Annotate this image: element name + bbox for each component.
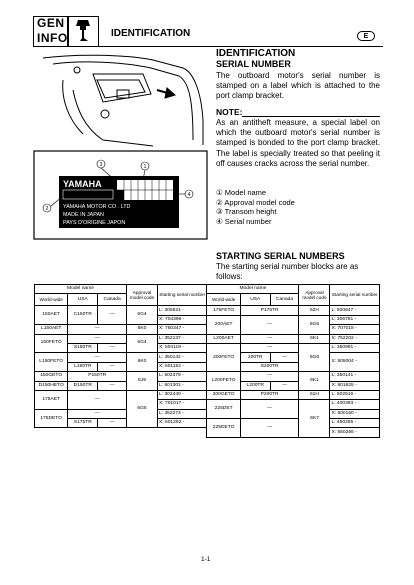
th-world: World-wide	[35, 294, 68, 306]
note-rule	[242, 116, 380, 117]
cell-world: 200AET	[207, 315, 240, 334]
cell-world: 200GETO	[207, 390, 240, 399]
cell-serial: L: 352273 -	[158, 409, 207, 418]
cell-code: 62H	[299, 306, 330, 315]
cell-world: L200FETO	[207, 372, 240, 391]
starting-text: The starting serial number blocks are as follows:	[216, 262, 359, 281]
table-row	[35, 390, 380, 399]
th-usa: USA	[68, 294, 98, 306]
cell-serial: L: 500647 -	[330, 306, 380, 315]
cell-usa: P150TR	[68, 372, 127, 381]
cell-serial: X: 701017 -	[158, 400, 207, 409]
th-serial: Starting serial number	[158, 285, 207, 306]
header-info: INFO	[37, 31, 68, 45]
cell-serial: L: 305521 -	[158, 306, 207, 315]
legend-item: ④ Serial number	[216, 216, 272, 226]
page-number: 1-1	[201, 556, 211, 563]
cell-canada: —	[270, 381, 299, 390]
cell-usa: —	[240, 372, 299, 381]
cell-serial: X: 550266 -	[330, 428, 380, 437]
cell-usa: —	[68, 334, 127, 343]
cell-usa: S150TR	[68, 343, 98, 352]
table-row	[35, 372, 380, 381]
cell-usa: —	[68, 409, 127, 418]
cell-serial: L: 350141 -	[330, 372, 380, 381]
cell-usa: —	[240, 315, 299, 334]
cell-usa: D150TR	[68, 381, 98, 390]
cell-world: L150FETO	[35, 353, 68, 372]
cell-usa: L200TR	[240, 381, 270, 390]
cell-canada: —	[98, 306, 127, 325]
callout-2: 2	[45, 206, 49, 212]
cell-world: 175AET	[35, 390, 68, 409]
cell-code: 6K1	[299, 334, 330, 343]
cell-usa: S200TR	[240, 362, 299, 371]
cell-serial: L: 450255 -	[330, 419, 380, 428]
cell-code: 6J9	[126, 372, 157, 391]
note-label: NOTE:	[216, 107, 243, 117]
callout-3: 3	[99, 162, 103, 168]
cell-world: 150AET	[35, 306, 68, 325]
section-heading: IDENTIFICATION	[216, 48, 296, 59]
cell-code: 6G4	[126, 306, 157, 325]
table-spacer	[35, 428, 207, 437]
cell-serial: L: 302440 -	[158, 390, 207, 399]
cell-usa: —	[240, 400, 299, 419]
table-row	[35, 343, 380, 352]
legend-item: ③ Transom height	[216, 207, 277, 216]
legend-item: ② Approval model code	[216, 197, 295, 207]
table-row	[35, 306, 380, 315]
cell-world: 225DET	[207, 400, 240, 419]
cell-serial: X: 501625 -	[330, 381, 380, 390]
cell-usa: L150TR	[68, 362, 98, 371]
cell-world: 200FETO	[207, 343, 240, 371]
cell-code: 61H	[299, 390, 330, 399]
cell-serial: L: 350142 -	[158, 353, 207, 362]
cell-code: 6G6	[299, 343, 330, 371]
header-title: IDENTIFICATION	[111, 28, 191, 39]
th-canada: Canada	[270, 294, 299, 306]
legend-item: ① Model name	[216, 188, 267, 197]
cell-serial: X: 501252 -	[158, 419, 207, 428]
cell-code: 6K0	[126, 325, 157, 334]
cell-usa: 200TR	[240, 353, 270, 362]
cell-serial: L: 502379 -	[158, 372, 207, 381]
serial-label-illustration	[33, 150, 208, 240]
section-subheading: SERIAL NUMBER	[216, 59, 291, 69]
cell-code: 6G5	[126, 390, 157, 428]
note-paragraph: As an antitheft measure, a special label on which the outboard motor's serial number is stamped is bonded to the port clamp bracket. The label is specially treated so that peeling it off causes cracks across the serial number.	[216, 118, 380, 168]
cell-world: 150FETO	[35, 334, 68, 353]
cell-usa: —	[240, 419, 299, 438]
cell-code: 6K1	[299, 372, 330, 391]
language-badge: E	[357, 31, 375, 41]
outboard-motor-icon	[72, 18, 94, 44]
cell-serial: L: 306781 -	[330, 315, 380, 324]
serial-paragraph: The outboard motor's serial number is stamped on a label which is attached to the port clamp bracket.	[216, 71, 380, 101]
th-serial: Starting serial number	[330, 285, 380, 306]
header-gen: GEN	[37, 16, 65, 30]
serial-number-table	[34, 284, 380, 438]
th-world: World-wide	[207, 294, 240, 306]
cell-usa: C150TR	[68, 306, 98, 325]
th-approval: Approval model code	[126, 285, 157, 306]
cell-serial: X: 704396 -	[158, 315, 207, 324]
cell-serial: X: 504118 -	[158, 343, 207, 352]
cell-serial: L: 352137 -	[158, 334, 207, 343]
cell-serial: X: 707018 -	[330, 325, 380, 334]
cell-code: 6G4	[126, 334, 157, 353]
cell-usa: —	[240, 343, 299, 352]
cell-canada: —	[98, 343, 127, 352]
starting-heading: STARTING SERIAL NUMBERS	[216, 251, 345, 261]
cell-canada: —	[98, 419, 127, 428]
th-model-name: Model name	[207, 285, 299, 294]
th-model-name: Model name	[35, 285, 127, 294]
cell-world: L150AET	[35, 325, 68, 334]
table-row	[35, 334, 380, 343]
cell-canada: —	[98, 381, 127, 390]
cell-serial: X: 752202 -	[330, 334, 380, 343]
cell-canada: —	[98, 362, 127, 371]
cell-world: L200AET	[207, 334, 240, 343]
cell-code: 6K0	[126, 353, 157, 372]
cell-world: 150GETO	[35, 372, 68, 381]
cell-serial: X: 501152 -	[158, 362, 207, 371]
th-canada: Canada	[98, 294, 127, 306]
cell-serial: X: 505004 -	[330, 353, 380, 372]
cell-serial: L: 400393 -	[330, 400, 380, 409]
cell-serial: L: 350991 -	[330, 343, 380, 352]
cell-serial: X: 750347 -	[158, 325, 207, 334]
cell-code: 6K7	[299, 400, 330, 438]
label-line3: PAYS D'ORIGINE JAPON	[63, 220, 126, 226]
cell-usa: —	[68, 390, 127, 409]
label-line1: YAMAHA MOTOR CO . LTD	[63, 204, 131, 210]
cell-world: 175DETO	[35, 409, 68, 428]
cell-usa: —	[68, 353, 127, 362]
cell-usa: P175TR	[240, 306, 299, 315]
cell-serial: L: 601301 -	[158, 381, 207, 390]
cell-world: D150HETO	[35, 381, 68, 390]
cell-usa: —	[68, 325, 127, 334]
cell-code: 6G6	[299, 315, 330, 334]
clamp-bracket-illustration	[33, 50, 208, 147]
th-approval: Approval model code	[299, 285, 330, 306]
label-brand: YAMAHA	[63, 179, 102, 189]
cell-usa: S175TR	[68, 419, 98, 428]
label-line2: MADE IN JAPAN	[63, 212, 104, 218]
header-rule	[33, 46, 383, 47]
callout-4: 4	[187, 192, 191, 198]
callout-1: 1	[143, 164, 147, 170]
th-usa: USA	[240, 294, 270, 306]
cell-serial: L: 502516 -	[330, 390, 380, 399]
cell-usa: —	[240, 334, 299, 343]
cell-canada: —	[270, 353, 299, 362]
cell-world: 175FETO	[207, 306, 240, 315]
cell-usa: P200TR	[240, 390, 299, 399]
cell-world: 225DETO	[207, 419, 240, 438]
cell-serial: X: 500160 -	[330, 409, 380, 418]
